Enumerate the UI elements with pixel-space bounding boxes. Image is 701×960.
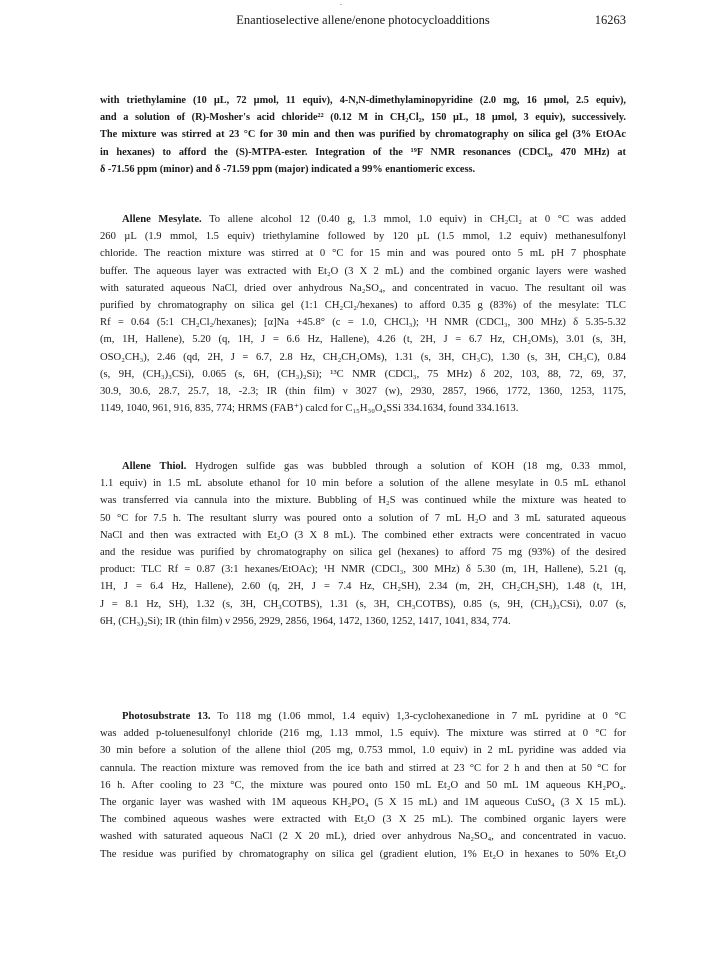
paragraph-allene-thiol [100, 458, 626, 630]
text-line: Rf = 0.64 (5:1 CH₂Cl₂/hexanes); [α]Na +45.8° (c = 1.0, CHCl₃); ¹H NMR (CDCl₃, 300 MHz) δ 5.35-5.32 [100, 317, 626, 329]
text-line: The residue was purified by chromatography on silica gel (gradient elution, 1% Et₂O in hexanes to 50% Et₂O [100, 848, 626, 860]
page-number: 16263 [594, 13, 626, 27]
text-line: The mixture was stirred at 23 °C for 30 min and then was purified by chromatography on silica gel (3% EtOAc [100, 129, 626, 141]
text-line: purified by chromatography on silica gel (1:1 CH₂Cl₂/hexanes) to afford 0.35 g (83%) of the mesylate: TLC [100, 300, 626, 312]
text-line: and the residue was purified by chromatography on silica gel (hexanes) to afford 75 mg (93%) of the desired [100, 547, 626, 559]
paragraph-mosher-ester [100, 92, 626, 178]
paragraph-allene-mesylate [100, 211, 626, 417]
text-line [100, 458, 626, 475]
paragraph-text [100, 92, 626, 178]
text-line: chloride. The reaction mixture was stirred at 0 °C for 15 min and was poured onto 5 mL pH 7 phosphate [100, 248, 626, 260]
text-line: and a solution of (R)-Mosher's acid chloride²² (0.12 M in CH₂Cl₂, 150 µL, 18 µmol, 3 equiv), successively. [100, 112, 626, 124]
running-header [100, 11, 626, 29]
running-title: Enantioselective allene/enone photocycloadditions [236, 13, 490, 27]
text-line: 30 min before a solution of the allene thiol (205 mg, 0.753 mmol, 1.0 equiv) in 2 mL pyridine was added via [100, 745, 626, 757]
text-line: 1149, 1040, 961, 916, 835, 774; HRMS (FAB⁺) calcd for C₁₅H₃₀O₄SSi 334.1634, found 334.1613. [100, 403, 519, 415]
text-line: with triethylamine (10 µL, 72 µmol, 11 equiv), 4-N,N-dimethylaminopyridine (2.0 mg, 16 µmol, 2.5 equiv), [100, 95, 626, 106]
text-line: (m, 1H, Hallene), 5.20 (q, 1H, J = 6.6 Hz, Hallene), 4.26 (t, 2H, J = 6.7 Hz, CH₂OMs), 3.01 (s, 3H, [100, 334, 626, 346]
text-line: product: TLC Rf = 0.87 (3:1 hexanes/EtOAc); ¹H NMR (CDCl₃, 300 MHz) δ 5.30 (m, 1H, Hallene), 5.21 (q, [100, 564, 626, 576]
text-line: OSO₂CH₃), 2.46 (qd, 2H, J = 6.7, 2.8 Hz, CH₂CH₂OMs), 1.31 (s, 3H, CH₃C), 1.30 (s, 3H, CH₃C), 0.84 [100, 351, 626, 363]
text-line: with saturated aqueous NaCl, dried over anhydrous Na₂SO₄, and concentrated in vacuo. The resultant oil was [100, 282, 626, 294]
text-line: 30.9, 30.6, 28.7, 25.7, 18, -2.3; IR (thin film) ν 3027 (w), 2930, 2857, 1966, 1772, 1360, 1253, 1175, [100, 386, 626, 398]
text-line: δ -71.56 ppm (minor) and δ -71.59 ppm (major) indicated a 99% enantiomeric excess. [100, 163, 476, 175]
text-line: 260 µL (1.9 mmol, 1.5 equiv) triethylamine followed by 120 µL (1.5 mmol, 1.2 equiv) methanesulfonyl [100, 231, 626, 243]
text-line [100, 211, 626, 228]
text-line: in hexanes) to afford the (S)-MTPA-ester. Integration of the ¹⁹F NMR resonances (CDCl₃, 470 MHz) at [100, 146, 626, 158]
text-line: buffer. The aqueous layer was extracted with Et₂O (3 X 2 mL) and the combined organic layers were washed [100, 265, 626, 277]
paragraph-text [100, 458, 626, 630]
text-line: 16 h. After cooling to 23 °C, the mixture was poured onto 150 mL Et₂O and 50 mL 1M aqueous KH₂PO₄. [100, 779, 626, 791]
run-in-heading: Allene Thiol. [122, 461, 187, 472]
scan-speck [340, 4, 342, 5]
run-in-heading: Allene Mesylate. [122, 214, 202, 225]
text-line: was added p-toluenesulfonyl chloride (216 mg, 1.13 mmol, 1.5 equiv). The mixture was stirred at 0 °C for [100, 728, 626, 740]
text-fragment: Hydrogen sulfide gas was bubbled through a solution of KOH (18 mg, 0.33 mmol, [186, 461, 626, 472]
text-line: 1H, J = 6.4 Hz, Hallene), 2.60 (q, 2H, J = 7.4 Hz, CH₂SH), 2.34 (m, 2H, CH₂CH₂SH), 1.48 (t, 1H, [100, 581, 626, 593]
paragraph-text [100, 211, 626, 417]
text-line: cannula. The reaction mixture was removed from the ice bath and stirred at 23 °C for 2 h and then at 50 °C for [100, 762, 626, 774]
paragraph-photosubstrate-13 [100, 708, 626, 863]
text-line: The combined aqueous washes were extracted with Et₂O (3 X 25 mL). The combined organic layers were [100, 814, 626, 826]
text-line: 1.1 equiv) in 1.5 mL absolute ethanol for 10 min before a solution of the allene mesylate in 0.5 mL ethanol [100, 478, 626, 490]
paragraph-text [100, 708, 626, 863]
text-line: (s, 9H, (CH₃)₃CSi), 0.065 (s, 6H, (CH₃)₂Si); ¹³C NMR (CDCl₃, 75 MHz) δ 202, 103, 88, 72, 69, 37, [100, 368, 626, 380]
text-fragment: To 118 mg (1.06 mmol, 1.4 equiv) 1,3-cyclohexanedione in 7 mL pyridine at 0 °C [210, 711, 626, 722]
text-line: 50 °C for 7.5 h. The resultant slurry was poured onto a solution of 7 mL H₂O and 3 mL saturated aqueous [100, 512, 626, 524]
text-line: 6H, (CH₃)₂Si); IR (thin film) ν 2956, 2929, 2856, 1964, 1472, 1360, 1252, 1417, 1041, 834, 774. [100, 615, 511, 627]
text-line: The organic layer was washed with 1M aqueous KH₂PO₄ (5 X 15 mL) and 1M aqueous CuSO₄ (3 X 15 mL). [100, 797, 626, 809]
text-fragment: To allene alcohol 12 (0.40 g, 1.3 mmol, 1.0 equiv) in CH₂Cl₂ at 0 °C was added [201, 214, 626, 225]
text-line [100, 708, 626, 725]
run-in-heading: Photosubstrate 13. [122, 711, 211, 722]
text-line: NaCl and then was extracted with Et₂O (3 X 8 mL). The combined ether extracts were concentrated in vacuo [100, 529, 626, 541]
text-line: washed with saturated aqueous NaCl (2 X 20 mL), dried over anhydrous Na₂SO₄, and concentrated in vacuo. [100, 831, 626, 843]
text-line: J = 8.1 Hz, SH), 1.32 (s, 3H, CH₃COTBS), 1.31 (s, 3H, CH₃COTBS), 0.85 (s, 9H, (CH₃)₃CSi), 0.07 (s, [100, 598, 626, 610]
text-line: was transferred via cannula into the mixture. Bubbling of H₂S was continued while the mixture was heated to [100, 495, 626, 507]
